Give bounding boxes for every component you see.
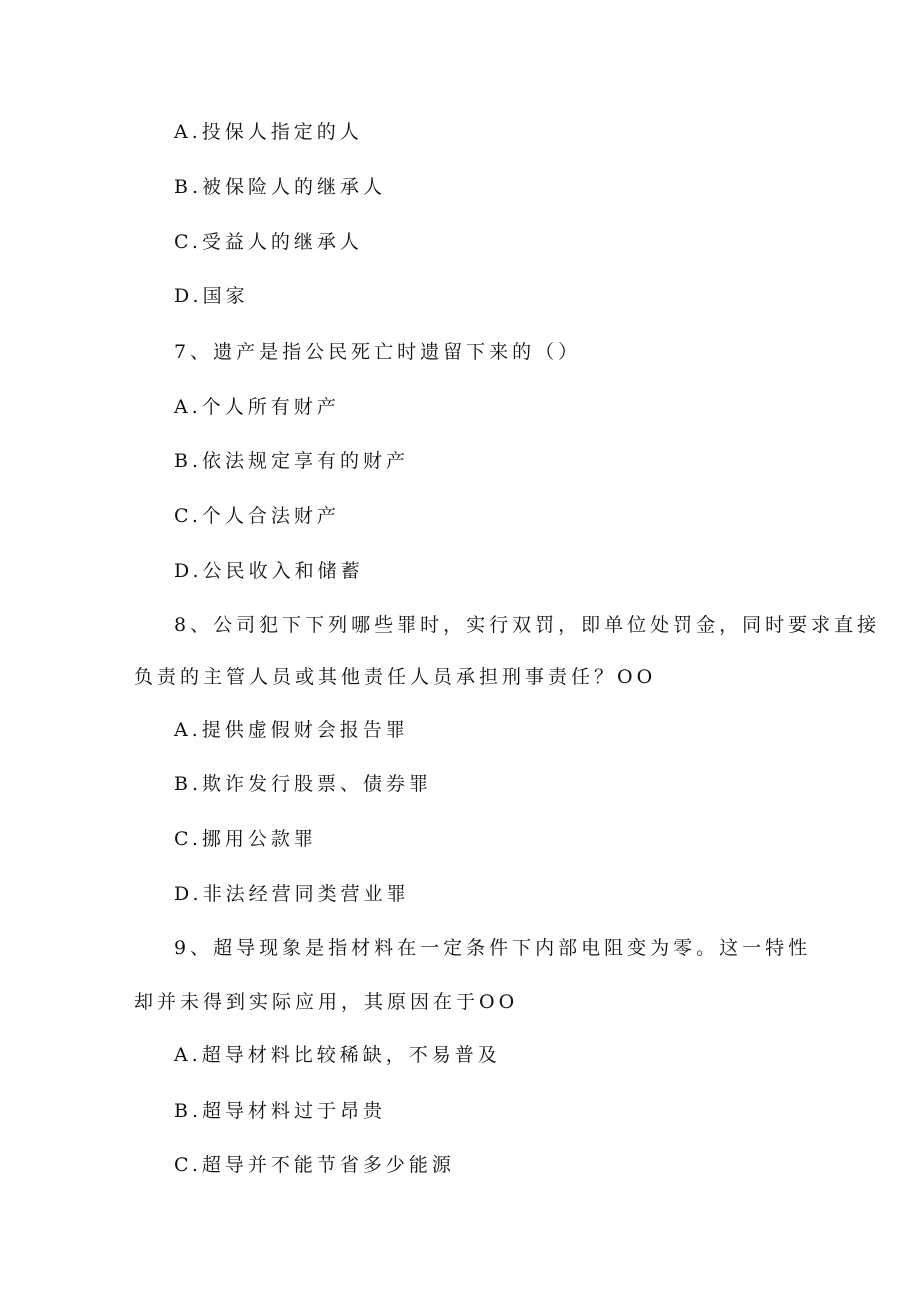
- q7-option-a: A.个人所有财产: [174, 396, 340, 418]
- q8-option-a: A.提供虚假财会报告罪: [174, 719, 409, 741]
- q6-option-d: D.国家: [174, 285, 249, 307]
- q7-option-c: C.个人合法财产: [174, 505, 340, 527]
- q6-option-b: B.被保险人的继承人: [174, 176, 387, 198]
- q9-stem-line1: 9、超导现象是指材料在一定条件下内部电阻变为零。这一特性: [174, 937, 812, 959]
- q8-option-c: C.挪用公款罪: [174, 828, 317, 850]
- q9-option-c: C.超导并不能节省多少能源: [174, 1154, 455, 1176]
- q9-option-b: B.超导材料过于昂贵: [174, 1100, 387, 1122]
- q6-option-a: A.投保人指定的人: [174, 121, 363, 143]
- q8-option-b: B.欺诈发行股票、债券罪: [174, 773, 433, 795]
- q9-option-a: A.超导材料比较稀缺，不易普及: [174, 1044, 501, 1066]
- q8-option-d: D.非法经营同类营业罪: [174, 883, 410, 905]
- q9-stem-line2: 却并未得到实际应用，其原因在于OO: [134, 991, 519, 1013]
- q8-stem-line1: 8、公司犯下下列哪些罪时，实行双罚，即单位处罚金，同时要求直接: [174, 614, 881, 636]
- q7-option-d: D.公民收入和储蓄: [174, 560, 364, 582]
- q7-stem: 7、遗产是指公民死亡时遗留下来的（）: [174, 341, 582, 363]
- q8-stem-line2: 负责的主管人员或其他责任人员承担刑事责任？OO: [134, 666, 657, 688]
- q7-option-b: B.依法规定享有的财产: [174, 450, 410, 472]
- q6-option-c: C.受益人的继承人: [174, 231, 363, 253]
